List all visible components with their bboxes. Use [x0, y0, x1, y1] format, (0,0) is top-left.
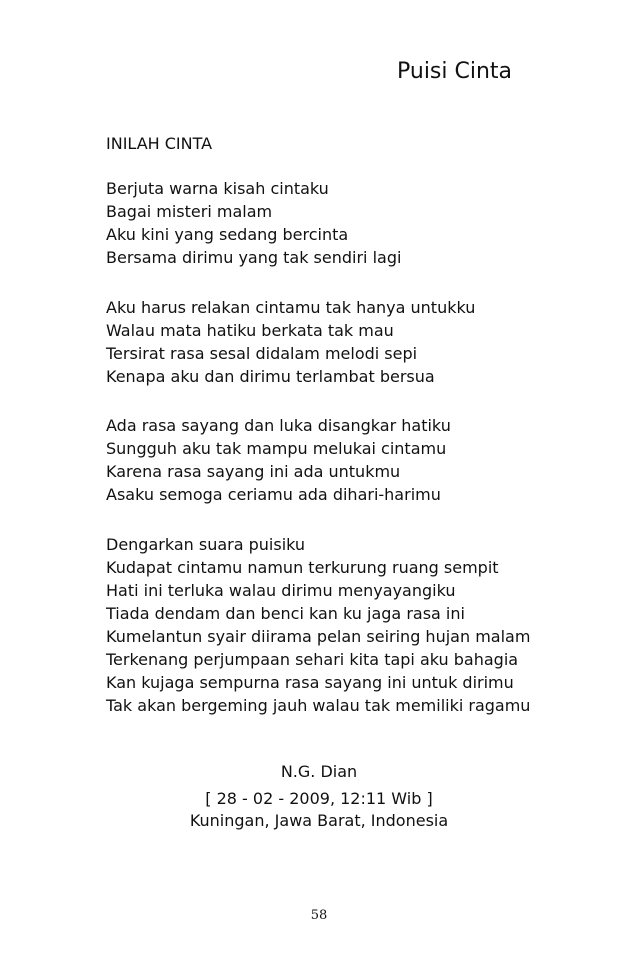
poem-line: Terkenang perjumpaan sehari kita tapi aku bahagia — [106, 650, 519, 669]
poem-line: Kan kujaga sempurna rasa sayang ini untuk dirimu — [106, 673, 514, 692]
poem-line: Berjuta warna kisah cintaku — [106, 179, 329, 198]
stanza-4 — [106, 533, 556, 717]
stanza-1 — [106, 177, 556, 269]
page-header-title: Puisi Cinta — [397, 59, 513, 84]
poem-line: Sungguh aku tak mampu melukai cintamu — [106, 439, 447, 458]
poem-line: Bersama dirimu yang tak sendiri lagi — [106, 248, 402, 267]
poem-line: Kumelantun syair diirama pelan seiring hujan malam — [106, 627, 531, 646]
poem-line: Aku harus relakan cintamu tak hanya untukku — [106, 298, 476, 317]
poem-line: Asaku semoga ceriamu ada dihari-harimu — [106, 485, 441, 504]
poem-location: Kuningan, Jawa Barat, Indonesia — [189, 811, 449, 830]
poem-line: Hati ini terluka walau dirimu menyayangiku — [106, 581, 456, 600]
poem-line: Ada rasa sayang dan luka disangkar hatiku — [106, 416, 451, 435]
poem-line: Kenapa aku dan dirimu terlambat bersua — [106, 367, 435, 386]
stanza-2 — [106, 296, 556, 388]
poem-date: [ 28 - 02 - 2009, 12:11 Wib ] — [205, 789, 433, 808]
poem-line: Tak akan bergeming jauh walau tak memiliki ragamu — [106, 696, 531, 715]
page-number: 58 — [310, 908, 328, 923]
stanza-3 — [106, 414, 556, 506]
poem-title: INILAH CINTA — [106, 134, 213, 153]
author-name: N.G. Dian — [280, 762, 358, 781]
poem-line: Dengarkan suara puisiku — [106, 535, 306, 554]
poem-line: Karena rasa sayang ini ada untukmu — [106, 462, 401, 481]
poem-line: Tiada dendam dan benci kan ku jaga rasa ini — [106, 604, 465, 623]
poem-line: Kudapat cintamu namun terkurung ruang sempit — [106, 558, 499, 577]
poem-line: Walau mata hatiku berkata tak mau — [106, 321, 394, 340]
poem-line: Aku kini yang sedang bercinta — [106, 225, 349, 244]
poem-line: Bagai misteri malam — [106, 202, 273, 221]
poem-line: Tersirat rasa sesal didalam melodi sepi — [106, 344, 418, 363]
